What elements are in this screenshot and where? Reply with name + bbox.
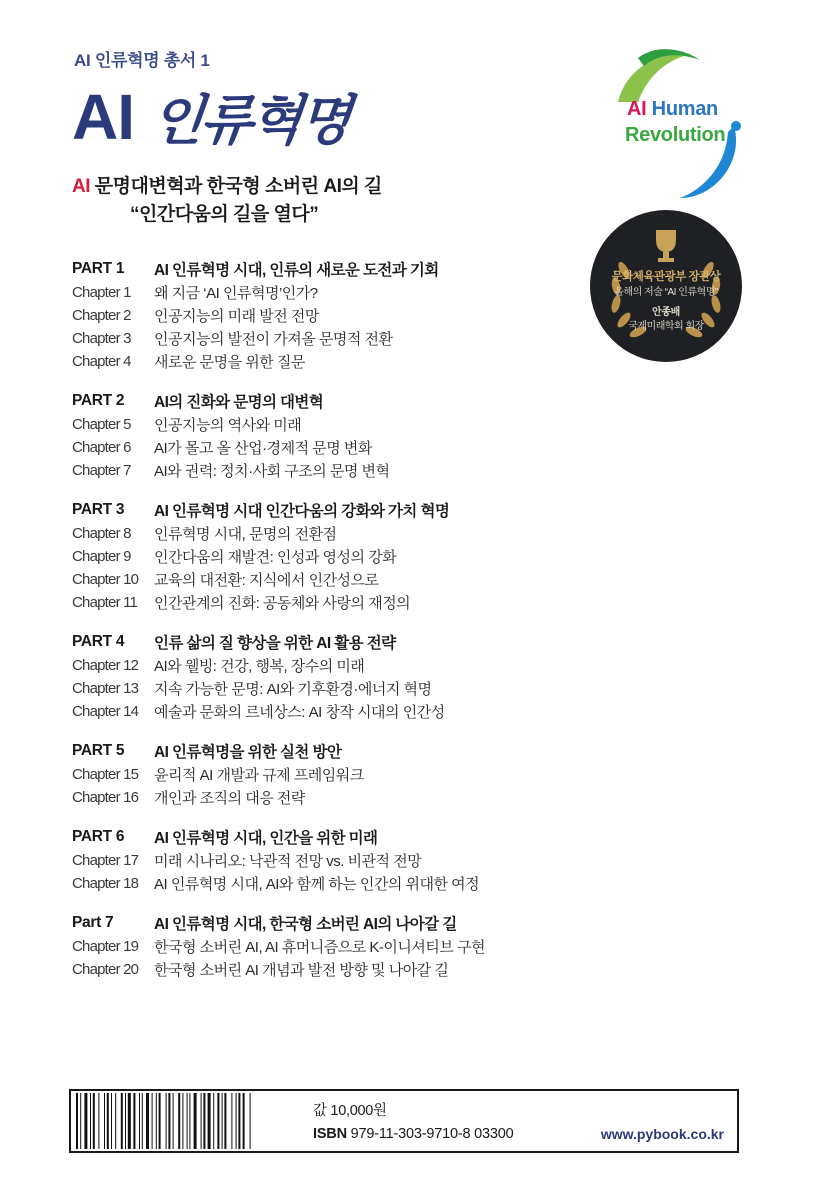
part-label: PART 1 bbox=[72, 259, 125, 277]
chapter-row bbox=[72, 281, 572, 304]
part-label: Part 7 bbox=[72, 913, 114, 931]
chapter-label: Chapter 5 bbox=[72, 416, 131, 433]
part-title: AI의 진화와 문명의 대변혁 bbox=[154, 393, 324, 411]
chapter-label: Chapter 2 bbox=[72, 307, 131, 324]
chapter-row bbox=[72, 935, 572, 958]
isbn-number: 979-11-303-9710-8 03300 bbox=[346, 1126, 514, 1142]
subtitle-quote: “인간다움의 길을 열다” bbox=[130, 204, 319, 225]
isbn-label bbox=[313, 1126, 514, 1142]
chapter-row bbox=[72, 786, 572, 809]
part-4 bbox=[72, 629, 572, 723]
chapter-label: Chapter 4 bbox=[72, 353, 131, 370]
chapter-row bbox=[72, 591, 572, 614]
chapter-label: Chapter 1 bbox=[72, 284, 131, 301]
logo-text-ai-human bbox=[627, 98, 718, 121]
part-title: AI 인류혁명 시대, 한국형 소버린 AI의 나아갈 길 bbox=[154, 915, 457, 933]
chapter-title: AI 인류혁명 시대, AI와 함께 하는 인간의 위대한 여정 bbox=[154, 876, 480, 893]
chapter-label: Chapter 13 bbox=[72, 680, 139, 697]
chapter-label: Chapter 16 bbox=[72, 789, 139, 806]
chapter-row bbox=[72, 677, 572, 700]
part-label: PART 6 bbox=[72, 827, 125, 845]
chapter-title: 인공지능의 미래 발전 전망 bbox=[154, 308, 319, 325]
chapter-title: 새로운 문명을 위한 질문 bbox=[154, 354, 305, 371]
part-7 bbox=[72, 910, 572, 981]
award-author-role: 국제미래학회 회장 bbox=[628, 321, 704, 332]
chapter-row bbox=[72, 700, 572, 723]
logo-human: Human bbox=[651, 98, 718, 120]
table-of-contents bbox=[72, 256, 572, 996]
chapter-label: Chapter 20 bbox=[72, 961, 139, 978]
chapter-row bbox=[72, 459, 572, 482]
chapter-title: 인간관계의 진화: 공동체와 사랑의 재정의 bbox=[154, 595, 411, 612]
isbn-tag: ISBN bbox=[313, 1126, 347, 1142]
chapter-title: 개인과 조직의 대응 전략 bbox=[154, 790, 305, 807]
part-1 bbox=[72, 256, 572, 373]
trophy-icon bbox=[656, 230, 676, 262]
price-label: 값 10,000원 bbox=[313, 1103, 387, 1119]
part-title: AI 인류혁명 시대, 인간을 위한 미래 bbox=[154, 829, 378, 847]
chapter-label: Chapter 18 bbox=[72, 875, 139, 892]
chapter-label: Chapter 12 bbox=[72, 657, 139, 674]
series-label: AI 인류혁명 총서 1 bbox=[74, 51, 210, 70]
chapter-row bbox=[72, 872, 572, 895]
part-5 bbox=[72, 738, 572, 809]
chapter-title: AI와 권력: 정치·사회 구조의 문명 변혁 bbox=[154, 463, 390, 480]
chapter-title: 미래 시나리오: 낙관적 전망 vs. 비관적 전망 bbox=[154, 853, 422, 870]
part-label: PART 4 bbox=[72, 632, 125, 650]
chapter-label: Chapter 14 bbox=[72, 703, 139, 720]
part-title: AI 인류혁명을 위한 실천 방안 bbox=[154, 743, 342, 761]
chapter-row bbox=[72, 327, 572, 350]
logo-text-revolution: Revolution bbox=[625, 124, 726, 146]
chapter-row bbox=[72, 350, 572, 373]
part-label: PART 3 bbox=[72, 500, 125, 518]
chapter-title: 왜 지금 ‘AI 인류혁명’인가? bbox=[154, 285, 318, 302]
chapter-row bbox=[72, 568, 572, 591]
chapter-title: 지속 가능한 문명: AI와 기후환경·에너지 혁명 bbox=[154, 681, 432, 698]
part-title: 인류 삶의 질 향상을 위한 AI 활용 전략 bbox=[154, 634, 396, 652]
award-title: 문화체육관광부 장관상 bbox=[611, 271, 721, 283]
chapter-row bbox=[72, 958, 572, 981]
chapter-title: 한국형 소버린 AI 개념과 발전 방향 및 나아갈 길 bbox=[154, 962, 449, 979]
subtitle-text: 문명대변혁과 한국형 소버린 AI의 길 bbox=[90, 176, 382, 197]
chapter-row bbox=[72, 413, 572, 436]
chapter-label: Chapter 9 bbox=[72, 548, 131, 565]
part-label: PART 5 bbox=[72, 741, 125, 759]
chapter-row bbox=[72, 654, 572, 677]
chapter-title: AI와 웰빙: 건강, 행복, 장수의 미래 bbox=[154, 658, 365, 675]
part-3 bbox=[72, 497, 572, 614]
book-title bbox=[72, 78, 352, 153]
chapter-title: 예술과 문화의 르네상스: AI 창작 시대의 인간성 bbox=[154, 704, 445, 721]
chapter-title: 한국형 소버린 AI, AI 휴머니즘으로 K-이니셔티브 구현 bbox=[154, 939, 486, 956]
chapter-title: 인간다움의 재발견: 인성과 영성의 강화 bbox=[154, 549, 397, 566]
book-title-ai: AI bbox=[72, 81, 134, 153]
chapter-title: AI가 몰고 올 산업·경제적 문명 변화 bbox=[154, 440, 372, 457]
subtitle-accent: AI bbox=[72, 176, 90, 197]
chapter-label: Chapter 11 bbox=[72, 594, 138, 611]
part-6 bbox=[72, 824, 572, 895]
chapter-label: Chapter 8 bbox=[72, 525, 131, 542]
subtitle bbox=[72, 171, 382, 198]
chapter-title: 인공지능의 역사와 미래 bbox=[154, 417, 302, 434]
chapter-title: 교육의 대전환: 지식에서 인간성으로 bbox=[154, 572, 379, 589]
chapter-title: 인공지능의 발전이 가져올 문명적 전환 bbox=[154, 331, 393, 348]
award-subtitle: 올해의 저술 “AI 인류혁명” bbox=[614, 287, 718, 298]
chapter-label: Chapter 19 bbox=[72, 938, 139, 955]
book-title-korean: 인류혁명 bbox=[148, 88, 352, 152]
chapter-row bbox=[72, 304, 572, 327]
logo-ai: AI bbox=[627, 98, 647, 120]
chapter-label: Chapter 17 bbox=[72, 852, 139, 869]
chapter-row bbox=[72, 436, 572, 459]
chapter-label: Chapter 6 bbox=[72, 439, 131, 456]
chapter-title: 인류혁명 시대, 문명의 전환점 bbox=[154, 526, 337, 543]
barcode-icon bbox=[74, 1093, 302, 1149]
chapter-row bbox=[72, 545, 572, 568]
chapter-label: Chapter 3 bbox=[72, 330, 131, 347]
part-label: PART 2 bbox=[72, 391, 125, 409]
part-title: AI 인류혁명 시대, 인류의 새로운 도전과 기회 bbox=[154, 261, 439, 279]
chapter-row bbox=[72, 849, 572, 872]
chapter-label: Chapter 7 bbox=[72, 462, 131, 479]
part-2 bbox=[72, 388, 572, 482]
chapter-row bbox=[72, 763, 572, 786]
chapter-label: Chapter 10 bbox=[72, 571, 139, 588]
award-author: 안종배 bbox=[651, 307, 681, 318]
chapter-title: 윤리적 AI 개발과 규제 프레임워크 bbox=[154, 767, 364, 784]
chapter-row bbox=[72, 522, 572, 545]
chapter-label: Chapter 15 bbox=[72, 766, 139, 783]
part-title: AI 인류혁명 시대 인간다움의 강화와 가치 혁명 bbox=[154, 502, 450, 520]
publisher-url: www.pybook.co.kr bbox=[600, 1126, 724, 1142]
